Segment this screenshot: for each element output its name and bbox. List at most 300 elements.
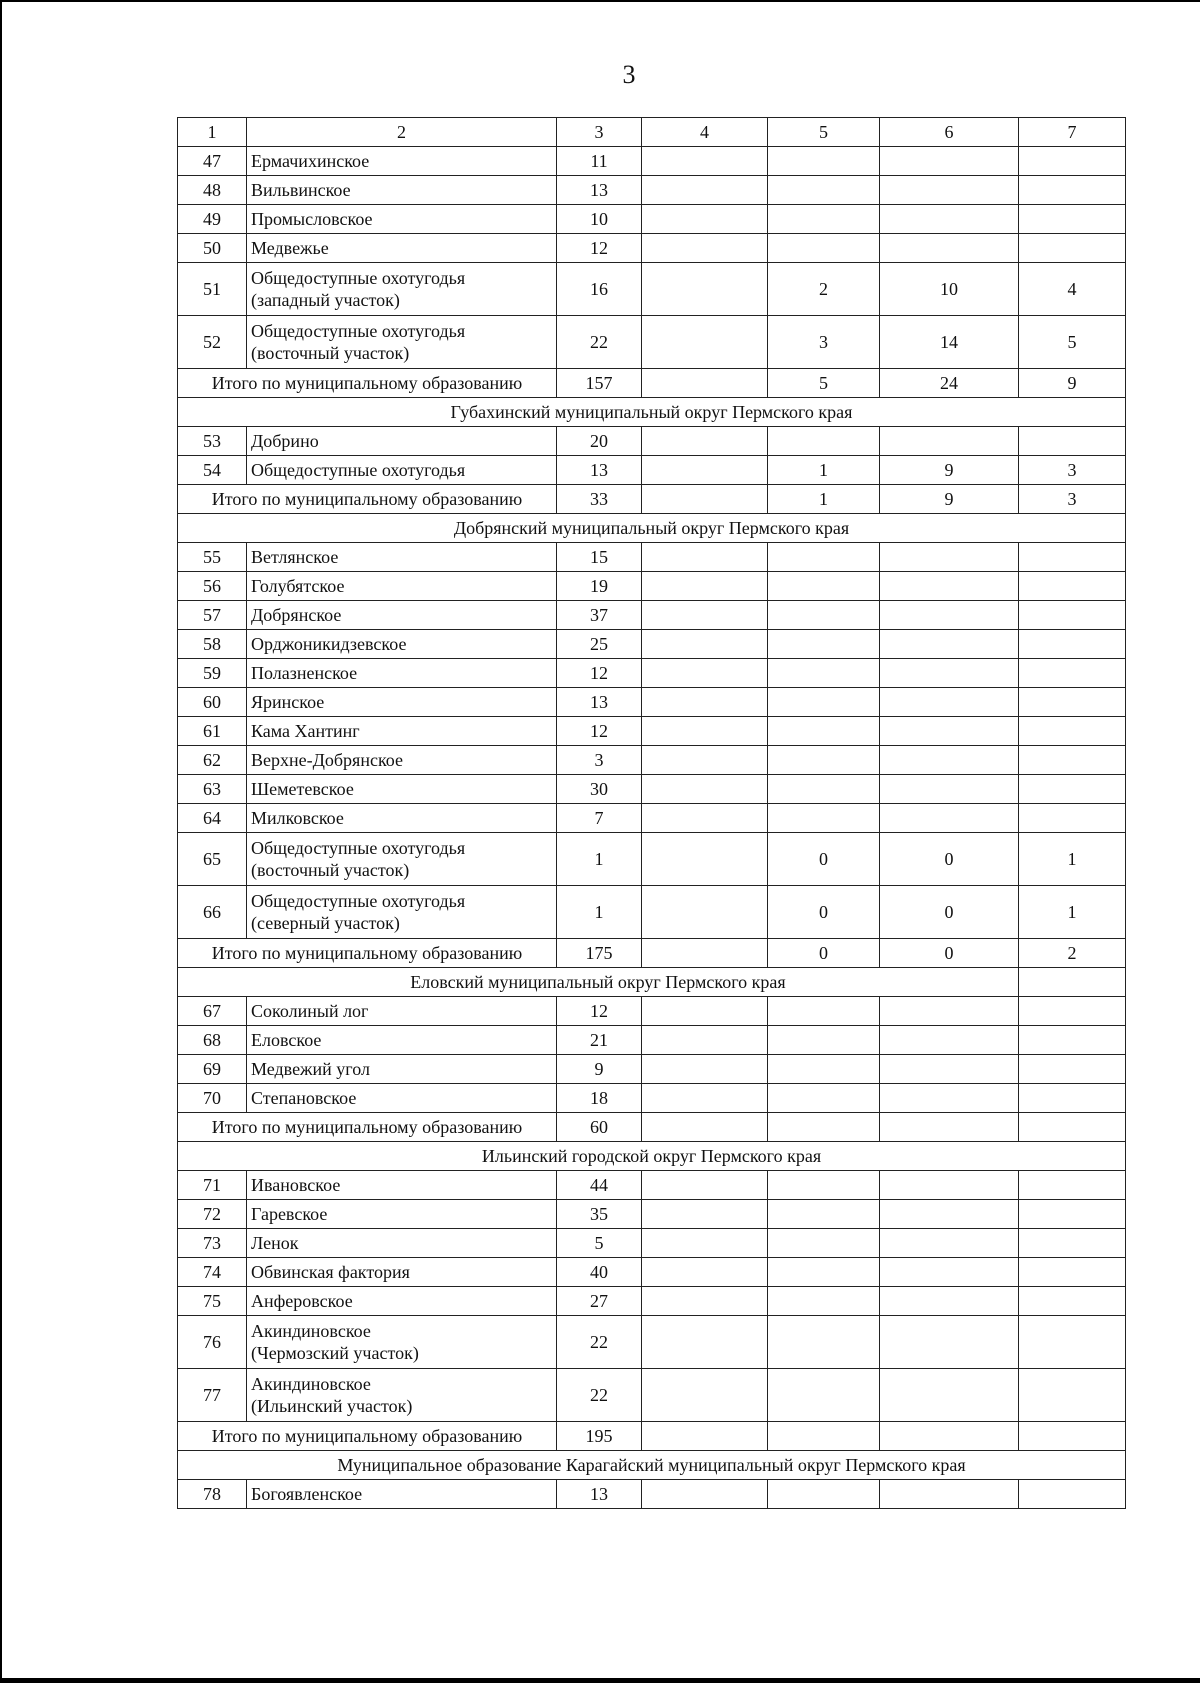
row-number: 55 bbox=[178, 543, 247, 572]
ground-name bbox=[247, 601, 557, 630]
table-row bbox=[178, 630, 1126, 659]
value-c5 bbox=[768, 147, 880, 176]
ground-name-line: Анферовское bbox=[251, 1291, 353, 1311]
value-c6 bbox=[880, 176, 1019, 205]
row-number: 65 bbox=[178, 833, 247, 886]
value-c5 bbox=[768, 746, 880, 775]
table-row bbox=[178, 1055, 1126, 1084]
ground-name-line: (Чермозский участок) bbox=[251, 1343, 419, 1363]
value-c4 bbox=[642, 1258, 768, 1287]
ground-name-line: Шеметевское bbox=[251, 779, 354, 799]
row-number: 73 bbox=[178, 1229, 247, 1258]
value-c3: 1 bbox=[557, 886, 642, 939]
value-c3: 13 bbox=[557, 456, 642, 485]
value-c4 bbox=[642, 572, 768, 601]
value-c7 bbox=[1019, 427, 1126, 456]
value-c6 bbox=[880, 147, 1019, 176]
section-title: Губахинский муниципальный округ Пермского края bbox=[178, 398, 1126, 427]
row-number: 77 bbox=[178, 1369, 247, 1422]
row-number: 53 bbox=[178, 427, 247, 456]
value-c7 bbox=[1019, 176, 1126, 205]
value-c7: 1 bbox=[1019, 833, 1126, 886]
value-c7 bbox=[1019, 1200, 1126, 1229]
value-c7 bbox=[1019, 1055, 1126, 1084]
total-value-c3: 195 bbox=[557, 1422, 642, 1451]
value-c7 bbox=[1019, 1026, 1126, 1055]
row-number: 61 bbox=[178, 717, 247, 746]
value-c6 bbox=[880, 427, 1019, 456]
value-c6 bbox=[880, 1171, 1019, 1200]
ground-name bbox=[247, 746, 557, 775]
value-c6 bbox=[880, 1055, 1019, 1084]
section-row bbox=[178, 398, 1126, 427]
value-c3: 35 bbox=[557, 1200, 642, 1229]
value-c6: 10 bbox=[880, 263, 1019, 316]
total-value-c4 bbox=[642, 939, 768, 968]
total-value-c5: 0 bbox=[768, 939, 880, 968]
value-c7 bbox=[1019, 1229, 1126, 1258]
ground-name-line: (северный участок) bbox=[251, 913, 400, 933]
value-c5 bbox=[768, 775, 880, 804]
value-c5 bbox=[768, 1026, 880, 1055]
value-c6 bbox=[880, 1369, 1019, 1422]
ground-name-line: Ивановское bbox=[251, 1175, 341, 1195]
row-number: 56 bbox=[178, 572, 247, 601]
table-body bbox=[178, 147, 1126, 1509]
header-cell: 1 bbox=[178, 118, 247, 147]
ground-name bbox=[247, 833, 557, 886]
value-c5 bbox=[768, 1229, 880, 1258]
ground-name bbox=[247, 205, 557, 234]
total-value-c7 bbox=[1019, 1422, 1126, 1451]
ground-name-line: Вильвинское bbox=[251, 180, 351, 200]
table-row bbox=[178, 997, 1126, 1026]
value-c5 bbox=[768, 1055, 880, 1084]
value-c3: 12 bbox=[557, 717, 642, 746]
value-c5: 0 bbox=[768, 886, 880, 939]
value-c4 bbox=[642, 543, 768, 572]
ground-name-line: Еловское bbox=[251, 1030, 322, 1050]
value-c4 bbox=[642, 1026, 768, 1055]
scan-border-bottom bbox=[0, 1678, 1200, 1683]
value-c5: 2 bbox=[768, 263, 880, 316]
empty-cell bbox=[1019, 968, 1126, 997]
value-c3: 18 bbox=[557, 1084, 642, 1113]
total-value-c4 bbox=[642, 369, 768, 398]
value-c5 bbox=[768, 572, 880, 601]
header-cell: 6 bbox=[880, 118, 1019, 147]
value-c4 bbox=[642, 1171, 768, 1200]
value-c7 bbox=[1019, 205, 1126, 234]
value-c6 bbox=[880, 1316, 1019, 1369]
value-c4 bbox=[642, 1084, 768, 1113]
total-value-c6 bbox=[880, 1422, 1019, 1451]
value-c5 bbox=[768, 176, 880, 205]
section-row bbox=[178, 1451, 1126, 1480]
value-c7 bbox=[1019, 746, 1126, 775]
value-c3: 12 bbox=[557, 234, 642, 263]
value-c5 bbox=[768, 1200, 880, 1229]
table-row bbox=[178, 572, 1126, 601]
value-c3: 22 bbox=[557, 1369, 642, 1422]
table-row bbox=[178, 886, 1126, 939]
value-c7 bbox=[1019, 659, 1126, 688]
value-c4 bbox=[642, 630, 768, 659]
value-c3: 27 bbox=[557, 1287, 642, 1316]
table-row bbox=[178, 427, 1126, 456]
ground-name bbox=[247, 1026, 557, 1055]
total-value-c7: 2 bbox=[1019, 939, 1126, 968]
ground-name bbox=[247, 263, 557, 316]
ground-name bbox=[247, 688, 557, 717]
value-c3: 40 bbox=[557, 1258, 642, 1287]
table-row bbox=[178, 1229, 1126, 1258]
value-c7 bbox=[1019, 1316, 1126, 1369]
value-c7 bbox=[1019, 543, 1126, 572]
table-row bbox=[178, 1316, 1126, 1369]
value-c3: 1 bbox=[557, 833, 642, 886]
table-row bbox=[178, 1258, 1126, 1287]
value-c6: 0 bbox=[880, 833, 1019, 886]
value-c4 bbox=[642, 997, 768, 1026]
row-number: 48 bbox=[178, 176, 247, 205]
total-value-c6: 24 bbox=[880, 369, 1019, 398]
row-number: 49 bbox=[178, 205, 247, 234]
table-row bbox=[178, 659, 1126, 688]
ground-name-line: Голубятское bbox=[251, 576, 345, 596]
value-c7 bbox=[1019, 630, 1126, 659]
ground-name-line: (западный участок) bbox=[251, 290, 400, 310]
value-c6 bbox=[880, 234, 1019, 263]
ground-name bbox=[247, 234, 557, 263]
table-row bbox=[178, 1084, 1126, 1113]
value-c6 bbox=[880, 1287, 1019, 1316]
value-c7 bbox=[1019, 572, 1126, 601]
value-c4 bbox=[642, 1229, 768, 1258]
value-c3: 20 bbox=[557, 427, 642, 456]
ground-name bbox=[247, 1171, 557, 1200]
value-c5 bbox=[768, 1084, 880, 1113]
value-c5 bbox=[768, 717, 880, 746]
table-row bbox=[178, 804, 1126, 833]
table-row bbox=[178, 717, 1126, 746]
total-row bbox=[178, 939, 1126, 968]
row-number: 58 bbox=[178, 630, 247, 659]
value-c4 bbox=[642, 1480, 768, 1509]
table-row bbox=[178, 316, 1126, 369]
total-value-c5 bbox=[768, 1113, 880, 1142]
ground-name-line: Гаревское bbox=[251, 1204, 328, 1224]
value-c7 bbox=[1019, 1369, 1126, 1422]
value-c5: 0 bbox=[768, 833, 880, 886]
ground-name-line: Яринское bbox=[251, 692, 325, 712]
value-c4 bbox=[642, 1055, 768, 1084]
value-c4 bbox=[642, 688, 768, 717]
total-value-c3: 60 bbox=[557, 1113, 642, 1142]
scan-border-left bbox=[0, 0, 2, 1683]
value-c4 bbox=[642, 804, 768, 833]
value-c5 bbox=[768, 205, 880, 234]
value-c4 bbox=[642, 1200, 768, 1229]
value-c7 bbox=[1019, 717, 1126, 746]
value-c4 bbox=[642, 746, 768, 775]
value-c3: 15 bbox=[557, 543, 642, 572]
total-value-c4 bbox=[642, 485, 768, 514]
row-number: 59 bbox=[178, 659, 247, 688]
header-cell: 3 bbox=[557, 118, 642, 147]
ground-name bbox=[247, 147, 557, 176]
value-c7 bbox=[1019, 1171, 1126, 1200]
row-number: 62 bbox=[178, 746, 247, 775]
ground-name bbox=[247, 176, 557, 205]
ground-name bbox=[247, 659, 557, 688]
row-number: 52 bbox=[178, 316, 247, 369]
row-number: 63 bbox=[178, 775, 247, 804]
ground-name-line: Общедоступные охотугодья bbox=[251, 838, 466, 858]
total-value-c4 bbox=[642, 1113, 768, 1142]
value-c7 bbox=[1019, 234, 1126, 263]
row-number: 50 bbox=[178, 234, 247, 263]
ground-name-line: Соколиный лог bbox=[251, 1001, 369, 1021]
table-row bbox=[178, 1171, 1126, 1200]
value-c3: 16 bbox=[557, 263, 642, 316]
value-c6: 14 bbox=[880, 316, 1019, 369]
ground-name-line: Медвежье bbox=[251, 238, 329, 258]
ground-name bbox=[247, 997, 557, 1026]
value-c3: 19 bbox=[557, 572, 642, 601]
ground-name bbox=[247, 572, 557, 601]
section-title: Ильинский городской округ Пермского края bbox=[178, 1142, 1126, 1171]
ground-name-line: Богоявленское bbox=[251, 1484, 363, 1504]
value-c3: 30 bbox=[557, 775, 642, 804]
value-c5 bbox=[768, 234, 880, 263]
ground-name-line: Орджоникидзевское bbox=[251, 634, 407, 654]
value-c3: 25 bbox=[557, 630, 642, 659]
row-number: 51 bbox=[178, 263, 247, 316]
table-row bbox=[178, 147, 1126, 176]
value-c7 bbox=[1019, 1258, 1126, 1287]
value-c6 bbox=[880, 543, 1019, 572]
value-c4 bbox=[642, 456, 768, 485]
value-c4 bbox=[642, 1369, 768, 1422]
total-value-c5 bbox=[768, 1422, 880, 1451]
total-value-c4 bbox=[642, 1422, 768, 1451]
ground-name-line: Добрянское bbox=[251, 605, 342, 625]
total-row bbox=[178, 1113, 1126, 1142]
value-c4 bbox=[642, 886, 768, 939]
value-c6 bbox=[880, 688, 1019, 717]
total-label: Итого по муниципальному образованию bbox=[178, 1422, 557, 1451]
value-c7 bbox=[1019, 147, 1126, 176]
ground-name-line: Общедоступные охотугодья bbox=[251, 460, 466, 480]
table-row bbox=[178, 234, 1126, 263]
value-c6 bbox=[880, 205, 1019, 234]
ground-name bbox=[247, 1287, 557, 1316]
ground-name bbox=[247, 1258, 557, 1287]
total-value-c3: 33 bbox=[557, 485, 642, 514]
row-number: 69 bbox=[178, 1055, 247, 1084]
value-c6 bbox=[880, 775, 1019, 804]
value-c5 bbox=[768, 601, 880, 630]
table-row bbox=[178, 688, 1126, 717]
value-c3: 5 bbox=[557, 1229, 642, 1258]
table-row bbox=[178, 205, 1126, 234]
section-title: Еловский муниципальный округ Пермского края bbox=[178, 968, 1019, 997]
value-c4 bbox=[642, 427, 768, 456]
value-c5 bbox=[768, 1171, 880, 1200]
value-c5 bbox=[768, 1480, 880, 1509]
ground-name-line: (восточный участок) bbox=[251, 860, 410, 880]
value-c5 bbox=[768, 659, 880, 688]
value-c6 bbox=[880, 804, 1019, 833]
table-row bbox=[178, 746, 1126, 775]
value-c5 bbox=[768, 1316, 880, 1369]
header-cell: 2 bbox=[247, 118, 557, 147]
total-value-c7: 9 bbox=[1019, 369, 1126, 398]
row-number: 54 bbox=[178, 456, 247, 485]
ground-name bbox=[247, 1229, 557, 1258]
ground-name bbox=[247, 1084, 557, 1113]
total-value-c3: 175 bbox=[557, 939, 642, 968]
value-c7 bbox=[1019, 688, 1126, 717]
ground-name bbox=[247, 1200, 557, 1229]
value-c6 bbox=[880, 1480, 1019, 1509]
value-c3: 11 bbox=[557, 147, 642, 176]
ground-name-line: Медвежий угол bbox=[251, 1059, 370, 1079]
total-value-c7: 3 bbox=[1019, 485, 1126, 514]
table-row bbox=[178, 1026, 1126, 1055]
header-cell: 4 bbox=[642, 118, 768, 147]
ground-name bbox=[247, 1316, 557, 1369]
ground-name bbox=[247, 316, 557, 369]
value-c5 bbox=[768, 997, 880, 1026]
total-label: Итого по муниципальному образованию bbox=[178, 369, 557, 398]
value-c3: 12 bbox=[557, 659, 642, 688]
value-c7 bbox=[1019, 1480, 1126, 1509]
value-c3: 12 bbox=[557, 997, 642, 1026]
value-c4 bbox=[642, 601, 768, 630]
value-c4 bbox=[642, 833, 768, 886]
ground-name bbox=[247, 543, 557, 572]
row-number: 76 bbox=[178, 1316, 247, 1369]
value-c7: 3 bbox=[1019, 456, 1126, 485]
value-c4 bbox=[642, 234, 768, 263]
ground-name bbox=[247, 717, 557, 746]
value-c6 bbox=[880, 746, 1019, 775]
ground-name bbox=[247, 630, 557, 659]
total-value-c7 bbox=[1019, 1113, 1126, 1142]
value-c6 bbox=[880, 1200, 1019, 1229]
row-number: 72 bbox=[178, 1200, 247, 1229]
value-c6 bbox=[880, 997, 1019, 1026]
total-value-c5: 1 bbox=[768, 485, 880, 514]
row-number: 74 bbox=[178, 1258, 247, 1287]
value-c3: 21 bbox=[557, 1026, 642, 1055]
value-c6: 9 bbox=[880, 456, 1019, 485]
value-c3: 13 bbox=[557, 1480, 642, 1509]
value-c3: 44 bbox=[557, 1171, 642, 1200]
value-c7 bbox=[1019, 1084, 1126, 1113]
value-c7: 1 bbox=[1019, 886, 1126, 939]
total-row bbox=[178, 369, 1126, 398]
value-c6 bbox=[880, 1229, 1019, 1258]
ground-name-line: Добрино bbox=[251, 431, 319, 451]
value-c7 bbox=[1019, 775, 1126, 804]
ground-name-line: Верхне-Добрянское bbox=[251, 750, 403, 770]
table-row bbox=[178, 775, 1126, 804]
row-number: 71 bbox=[178, 1171, 247, 1200]
value-c4 bbox=[642, 659, 768, 688]
value-c7: 4 bbox=[1019, 263, 1126, 316]
ground-name-line: (восточный участок) bbox=[251, 343, 410, 363]
row-number: 67 bbox=[178, 997, 247, 1026]
value-c4 bbox=[642, 316, 768, 369]
value-c4 bbox=[642, 1287, 768, 1316]
row-number: 47 bbox=[178, 147, 247, 176]
value-c6 bbox=[880, 1084, 1019, 1113]
ground-name-line: Ермачихинское bbox=[251, 151, 370, 171]
value-c6 bbox=[880, 601, 1019, 630]
row-number: 68 bbox=[178, 1026, 247, 1055]
section-title: Муниципальное образование Карагайский муниципальный округ Пермского края bbox=[178, 1451, 1126, 1480]
ground-name bbox=[247, 1480, 557, 1509]
value-c7 bbox=[1019, 804, 1126, 833]
table-row bbox=[178, 1200, 1126, 1229]
ground-name-line: Ветлянское bbox=[251, 547, 339, 567]
table-header-row bbox=[178, 118, 1126, 147]
value-c3: 9 bbox=[557, 1055, 642, 1084]
ground-name bbox=[247, 775, 557, 804]
value-c4 bbox=[642, 1316, 768, 1369]
value-c6 bbox=[880, 1026, 1019, 1055]
value-c3: 22 bbox=[557, 316, 642, 369]
value-c7: 5 bbox=[1019, 316, 1126, 369]
row-number: 75 bbox=[178, 1287, 247, 1316]
value-c5 bbox=[768, 1287, 880, 1316]
table-row bbox=[178, 601, 1126, 630]
value-c5: 3 bbox=[768, 316, 880, 369]
value-c6 bbox=[880, 630, 1019, 659]
value-c3: 13 bbox=[557, 176, 642, 205]
table-row bbox=[178, 1480, 1126, 1509]
total-value-c6: 0 bbox=[880, 939, 1019, 968]
row-number: 60 bbox=[178, 688, 247, 717]
section-row bbox=[178, 514, 1126, 543]
value-c4 bbox=[642, 717, 768, 746]
value-c4 bbox=[642, 775, 768, 804]
ground-name bbox=[247, 804, 557, 833]
hunting-grounds-table bbox=[177, 117, 1126, 1509]
value-c3: 22 bbox=[557, 1316, 642, 1369]
ground-name bbox=[247, 886, 557, 939]
value-c6 bbox=[880, 659, 1019, 688]
value-c3: 37 bbox=[557, 601, 642, 630]
value-c6: 0 bbox=[880, 886, 1019, 939]
ground-name-line: Акиндиновское bbox=[251, 1321, 371, 1341]
value-c5 bbox=[768, 804, 880, 833]
ground-name-line: Промысловское bbox=[251, 209, 373, 229]
total-value-c5: 5 bbox=[768, 369, 880, 398]
total-value-c6 bbox=[880, 1113, 1019, 1142]
ground-name bbox=[247, 1369, 557, 1422]
total-label: Итого по муниципальному образованию bbox=[178, 939, 557, 968]
value-c3: 3 bbox=[557, 746, 642, 775]
section-row bbox=[178, 968, 1126, 997]
row-number: 78 bbox=[178, 1480, 247, 1509]
ground-name bbox=[247, 427, 557, 456]
value-c4 bbox=[642, 147, 768, 176]
value-c5 bbox=[768, 543, 880, 572]
